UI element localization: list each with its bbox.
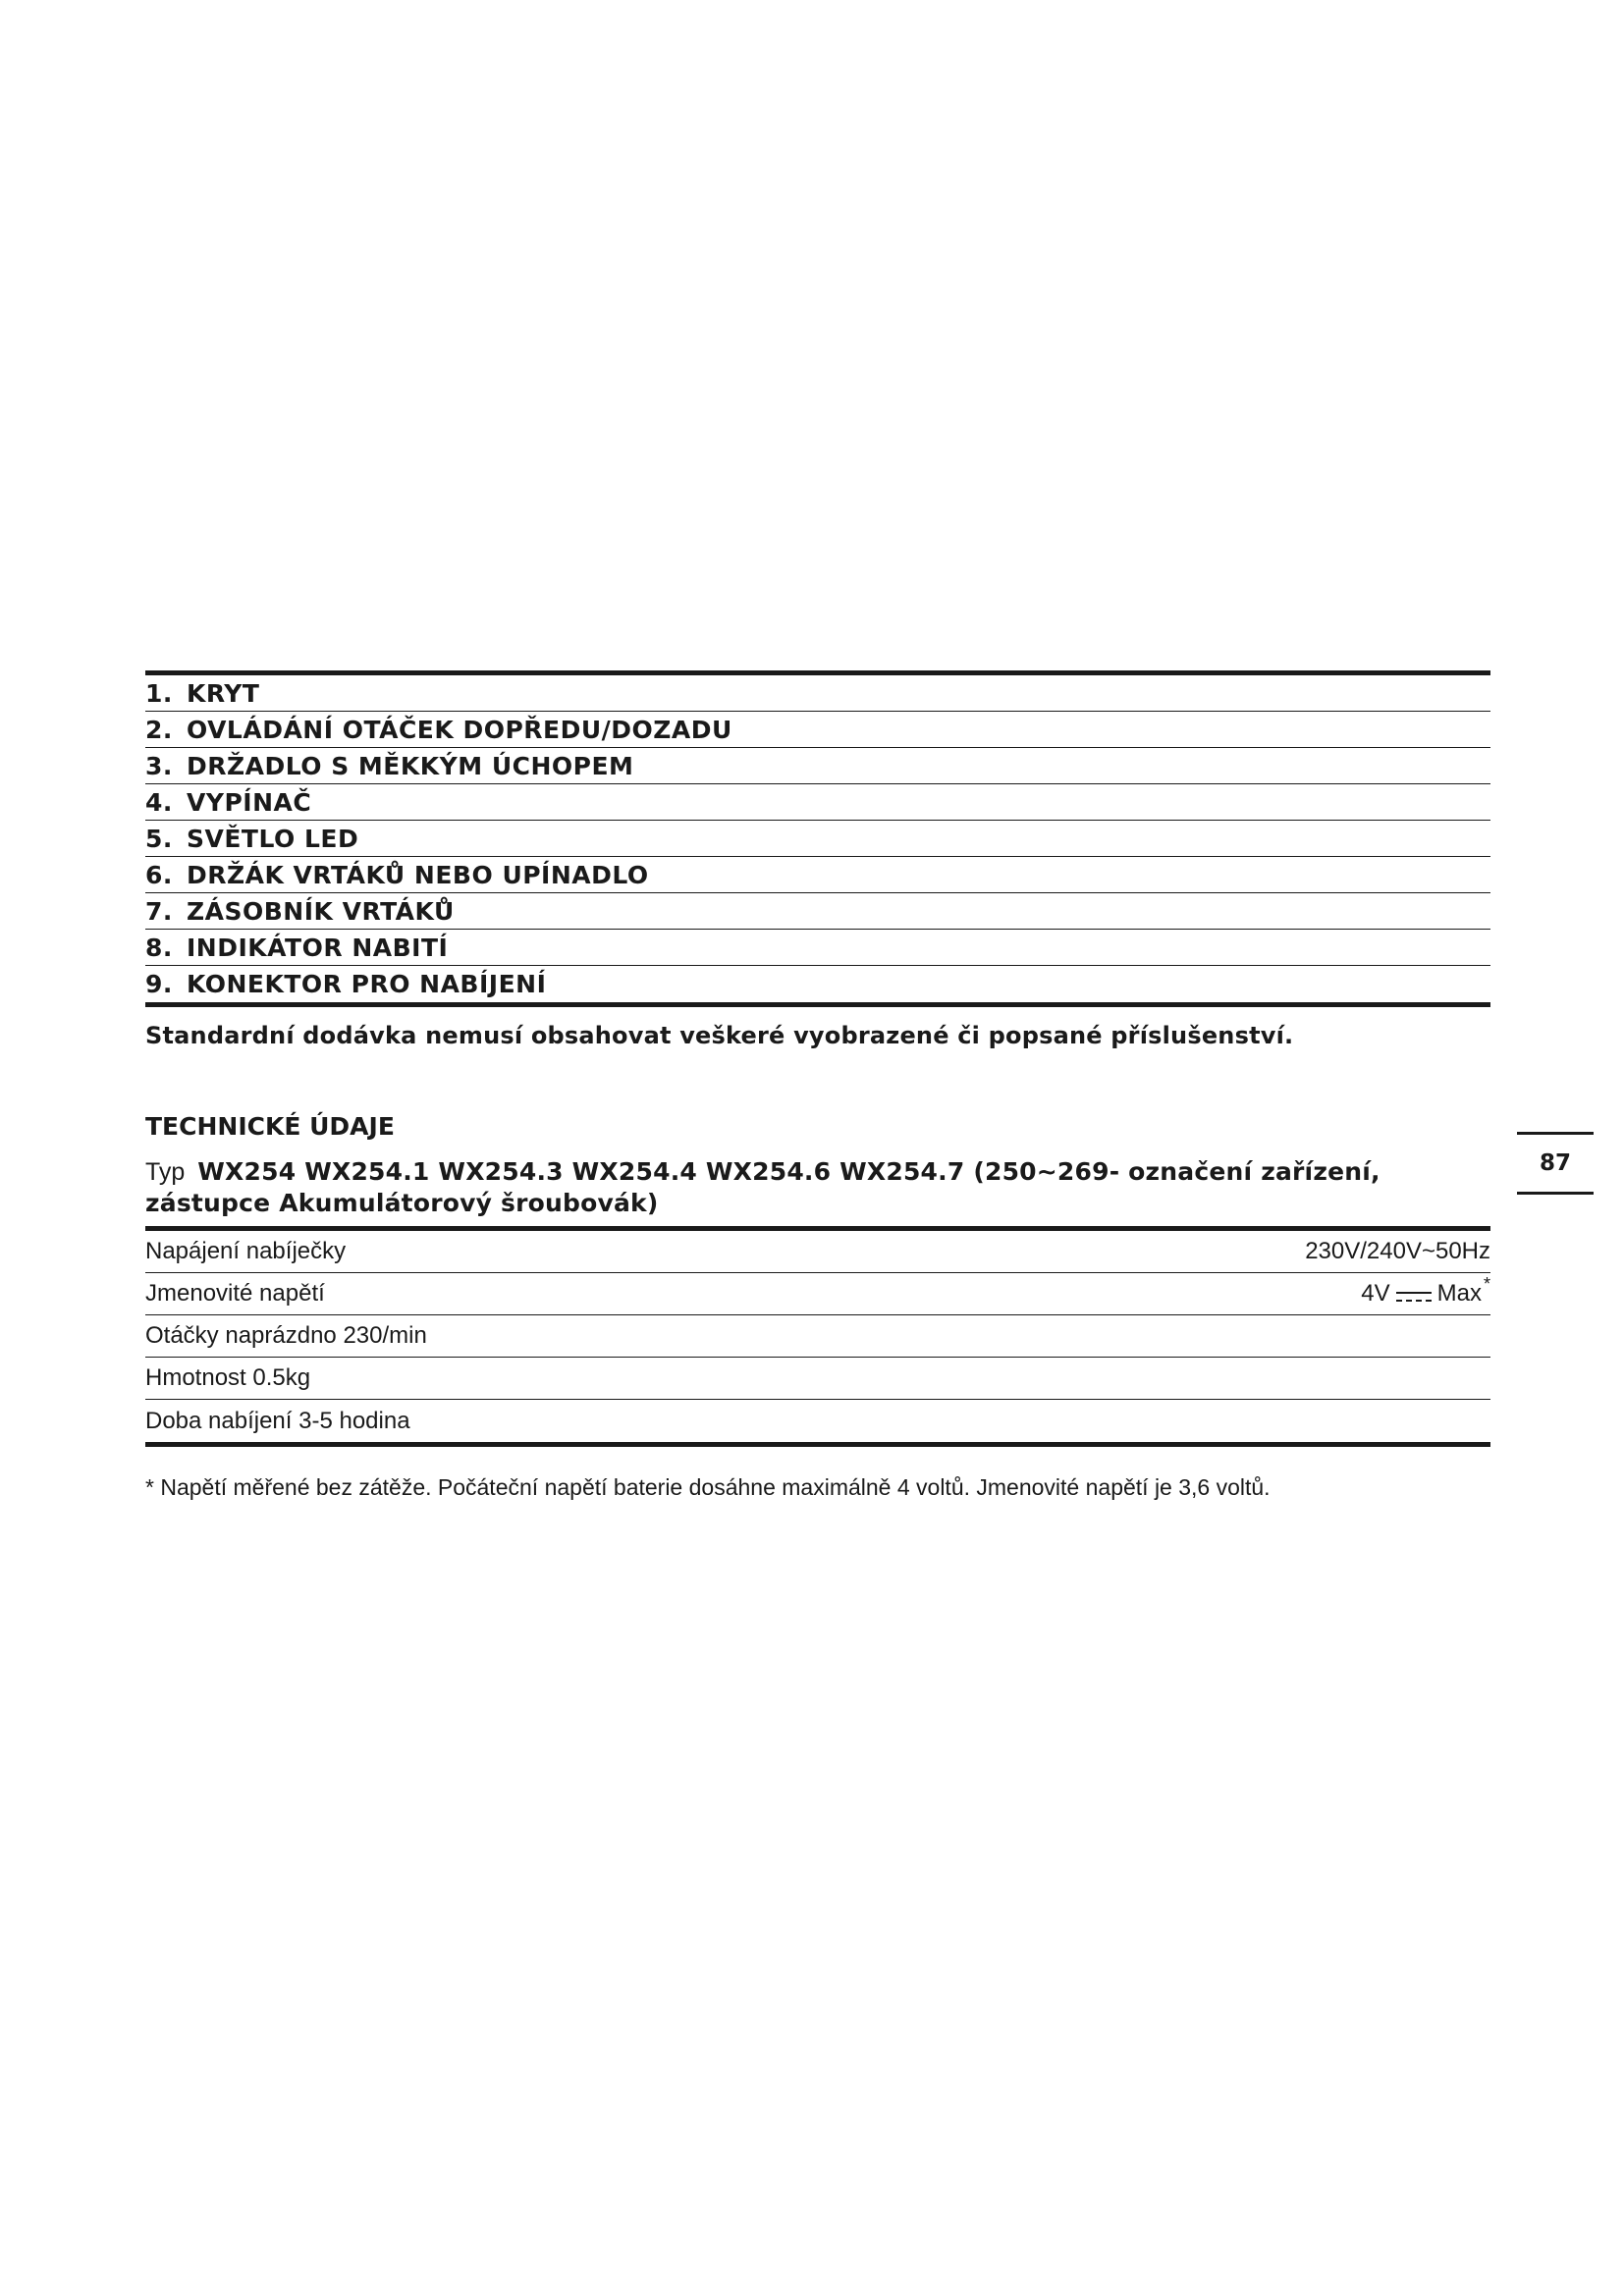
table-row bbox=[145, 1231, 1490, 1273]
spec-table bbox=[145, 1226, 1490, 1447]
part-number: 7. bbox=[145, 896, 173, 926]
table-row bbox=[145, 1358, 1490, 1400]
list-item bbox=[145, 748, 1490, 784]
part-number: 1. bbox=[145, 678, 173, 708]
part-number: 2. bbox=[145, 715, 173, 744]
section-heading: TECHNICKÉ ÚDAJE bbox=[145, 1112, 395, 1141]
standard-delivery-note: Standardní dodávka nemusí obsahovat veškeré vyobrazené či popsané příslušenství. bbox=[145, 1022, 1294, 1049]
list-item bbox=[145, 712, 1490, 748]
type-line bbox=[145, 1156, 1490, 1219]
spec-label: Napájení nabíječky bbox=[145, 1238, 347, 1264]
part-number: 8. bbox=[145, 933, 173, 962]
part-label: KRYT bbox=[187, 678, 260, 708]
spec-value: 230V/240V~50Hz bbox=[1305, 1238, 1490, 1264]
list-item bbox=[145, 784, 1490, 821]
part-label: SVĚTLO LED bbox=[187, 824, 359, 853]
part-number: 6. bbox=[145, 860, 173, 889]
spec-label: Jmenovité napětí bbox=[145, 1280, 325, 1307]
part-number: 9. bbox=[145, 970, 173, 998]
part-number: 3. bbox=[145, 751, 173, 780]
spec-value bbox=[1361, 1274, 1490, 1308]
list-item bbox=[145, 966, 1490, 1002]
list-item bbox=[145, 893, 1490, 930]
spec-label: Otáčky naprázdno 230/min bbox=[145, 1322, 427, 1349]
part-number: 4. bbox=[145, 787, 173, 817]
type-value: WX254 WX254.1 WX254.3 WX254.4 WX254.6 WX254.7 (250~269- označení zařízení, zástupce Akumulátorový šroubovák) bbox=[145, 1157, 1380, 1217]
page-number: 87 bbox=[1517, 1132, 1594, 1195]
part-number: 5. bbox=[145, 824, 173, 853]
list-item bbox=[145, 857, 1490, 893]
type-label: Typ bbox=[145, 1158, 186, 1186]
voltage-value: 4V bbox=[1361, 1280, 1390, 1307]
part-label: OVLÁDÁNÍ OTÁČEK DOPŘEDU/DOZADU bbox=[187, 715, 732, 744]
part-label: ZÁSOBNÍK VRTÁKŮ bbox=[187, 896, 455, 926]
footnote: * Napětí měřené bez zátěže. Počáteční napětí baterie dosáhne maximálně 4 voltů. Jmenovité napětí je 3,6 voltů. bbox=[145, 1474, 1271, 1500]
table-row bbox=[145, 1400, 1490, 1442]
dc-current-icon bbox=[1396, 1290, 1432, 1304]
table-row bbox=[145, 1315, 1490, 1358]
spec-label: Hmotnost 0.5kg bbox=[145, 1364, 311, 1391]
list-item bbox=[145, 930, 1490, 966]
part-label: INDIKÁTOR NABITÍ bbox=[187, 933, 449, 962]
part-label: DRŽÁK VRTÁKŮ NEBO UPÍNADLO bbox=[187, 860, 649, 889]
footnote-marker: * bbox=[1483, 1274, 1490, 1294]
list-item bbox=[145, 675, 1490, 712]
part-label: KONEKTOR PRO NABÍJENÍ bbox=[187, 970, 547, 998]
part-label: VYPÍNAČ bbox=[187, 787, 312, 817]
part-label: DRŽADLO S MĚKKÝM ÚCHOPEM bbox=[187, 751, 634, 780]
voltage-suffix: Max bbox=[1436, 1280, 1482, 1307]
parts-list bbox=[145, 670, 1490, 1007]
table-row bbox=[145, 1273, 1490, 1315]
list-item bbox=[145, 821, 1490, 857]
spec-label: Doba nabíjení 3-5 hodina bbox=[145, 1407, 410, 1434]
